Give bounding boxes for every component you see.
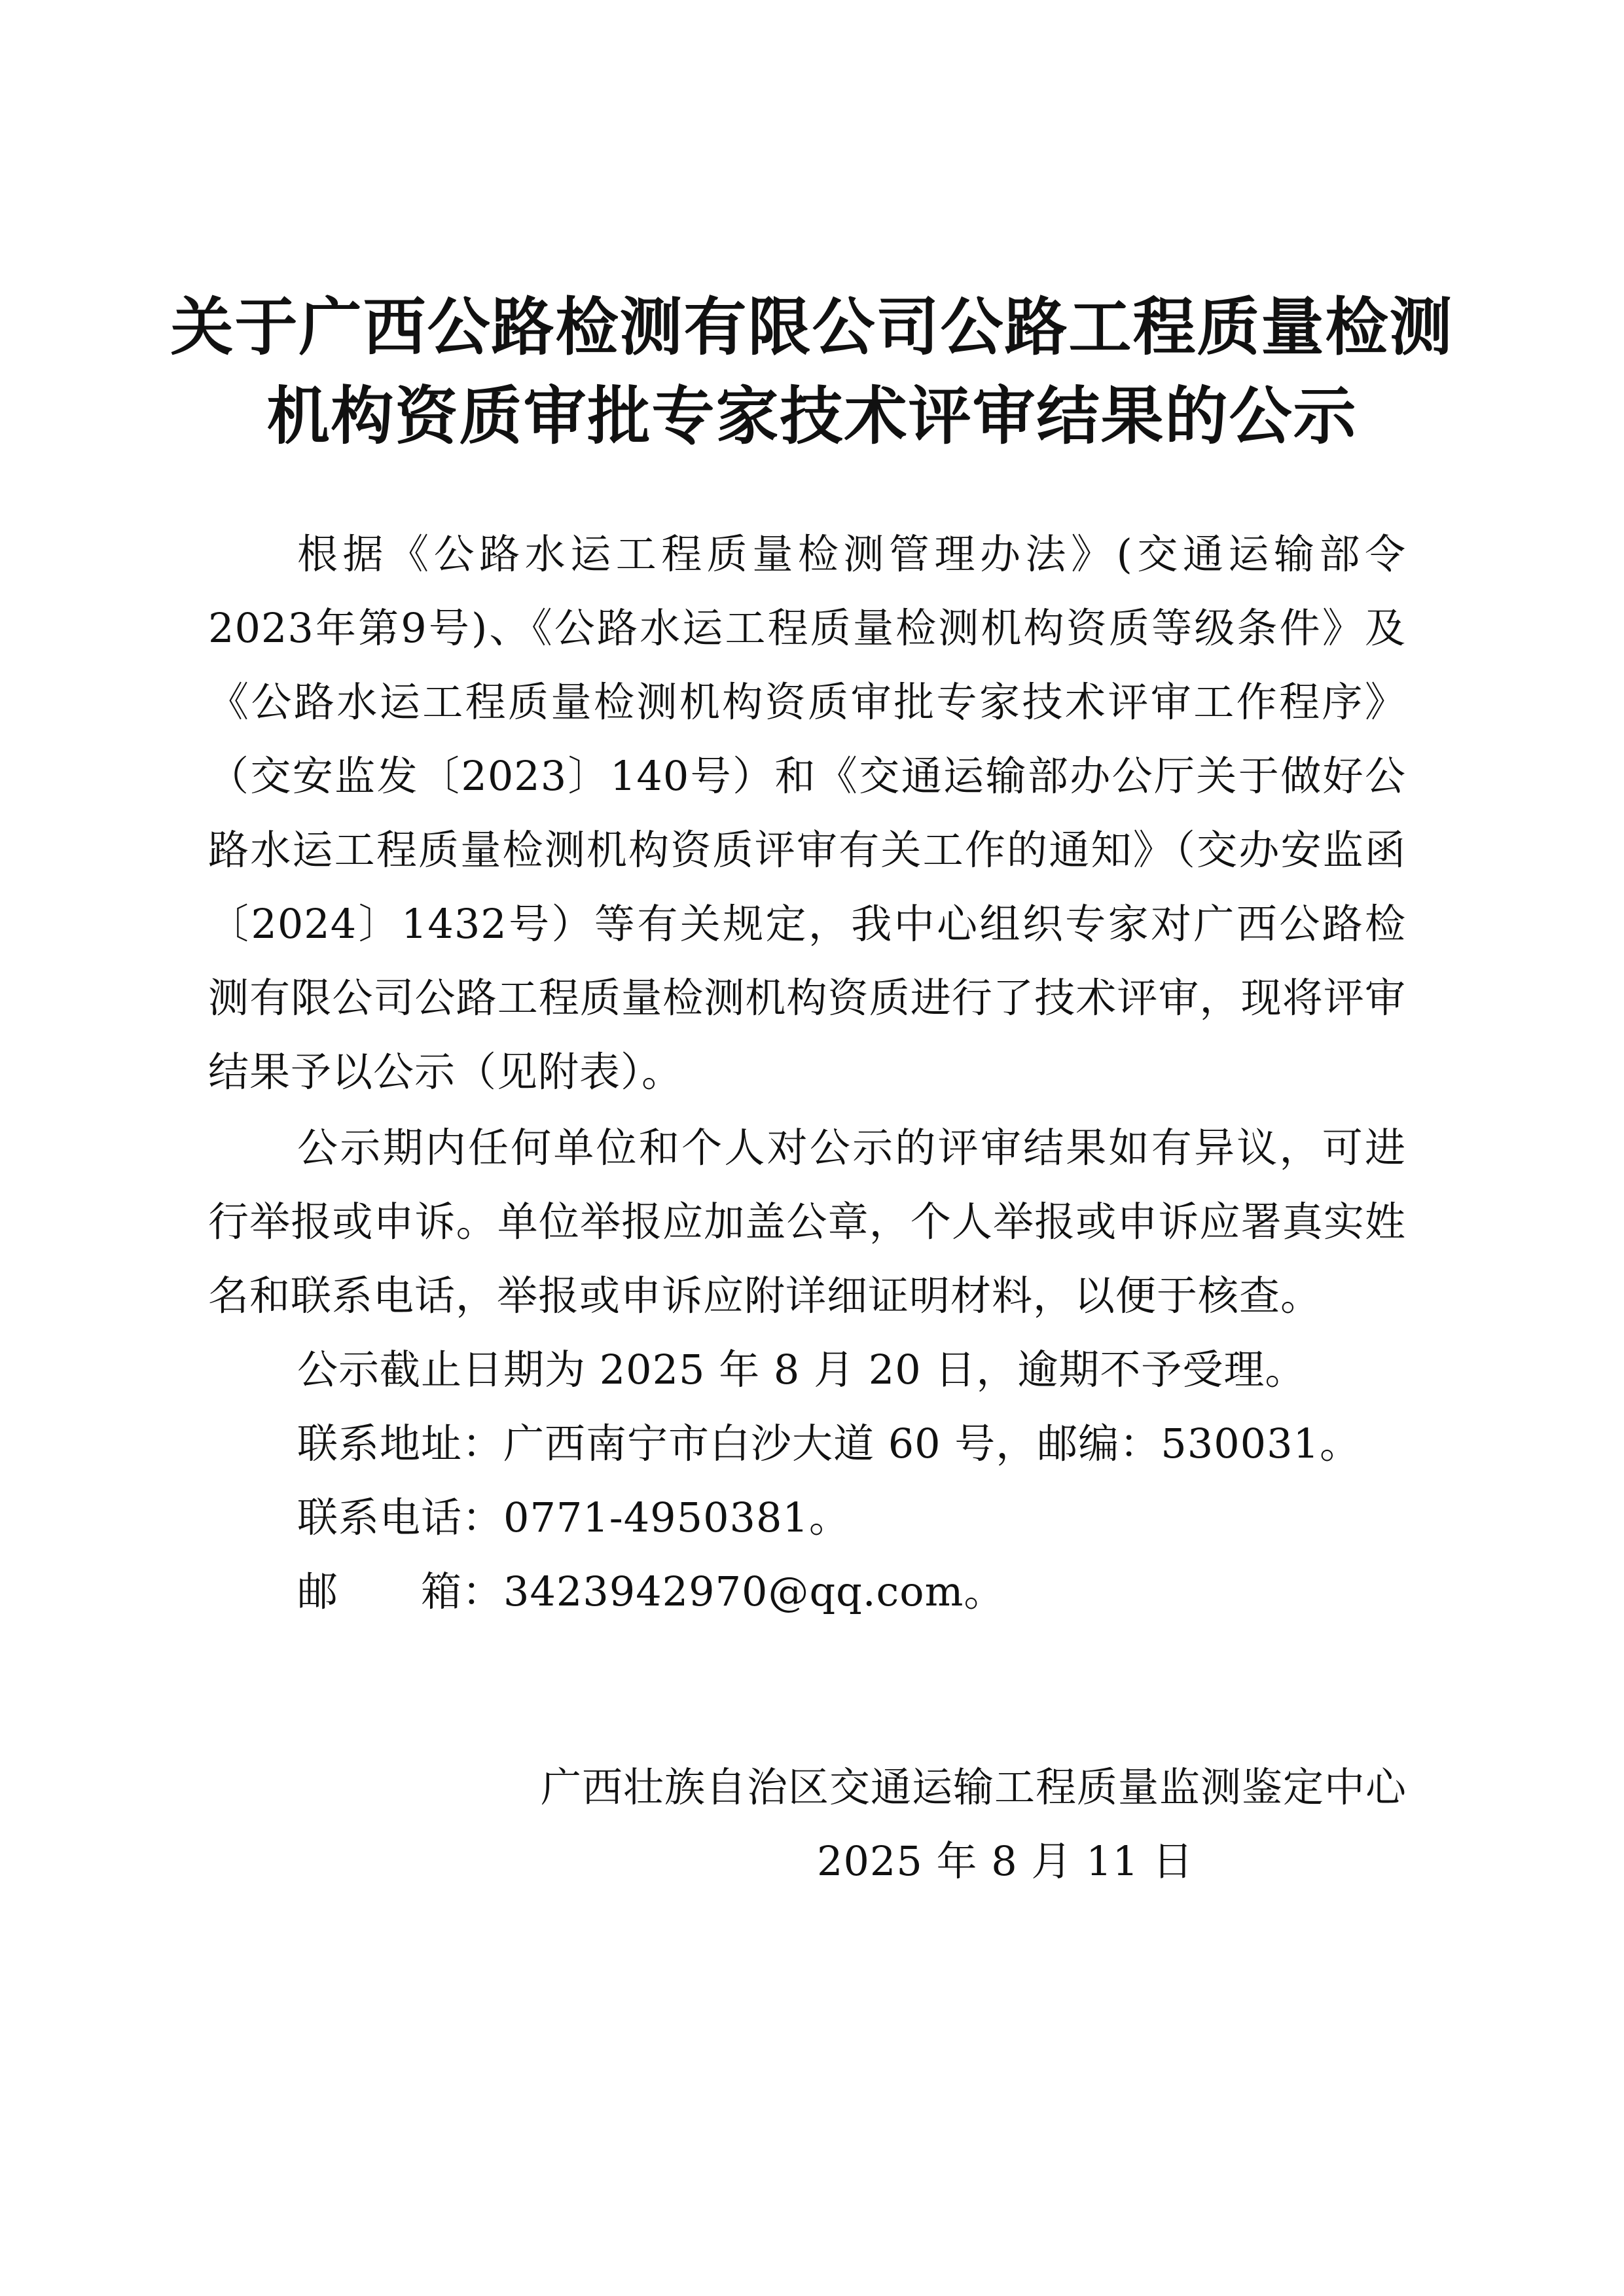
body-paragraph-basis: 根据《公路水运工程质量检测管理办法》(交通运输部令2023年第9号)、《公路水运工程质量检测机构资质等级条件》及《公路水运工程质量检测机构资质审批专家技术评审工作程序》（交安监发〔2023〕140号）和《交通运输部办公厅关于做好公路水运工程质量检测机构资质评审有关工作的通知》（交办安监函〔2024〕1432号）等有关规定，我中心组织专家对广西公路检测有限公司公路工程质量检测机构资质进行了技术评审，现将评审结果予以公示（见附表）。 [208,530,1406,1096]
deadline-line: 公示截止日期为 2025 年 8 月 20 日，逾期不予受理。 [297,1346,1307,1393]
contact-phone: 联系电话：0771-4950381。 [297,1494,850,1541]
signature-date: 2025 年 8 月 11 日 [817,1837,1194,1885]
document-title-line-2: 机构资质审批专家技术评审结果的公示 [266,380,1358,453]
contact-address: 联系地址：广西南宁市白沙大道 60 号，邮编：530031。 [297,1420,1361,1467]
signature-organization: 广西壮族自治区交通运输工程质量监测鉴定中心 [540,1763,1407,1811]
contact-email: 邮 箱：3423942970@qq.com。 [297,1568,1005,1615]
body-paragraph-objection: 公示期内任何单位和个人对公示的评审结果如有异议，可进行举报或申诉。单位举报应加盖公章，个人举报或申诉应署真实姓名和联系电话，举报或申诉应附详细证明材料，以便于核查。 [208,1124,1406,1319]
document-title-line-1: 关于广西公路检测有限公司公路工程质量检测 [170,291,1454,364]
